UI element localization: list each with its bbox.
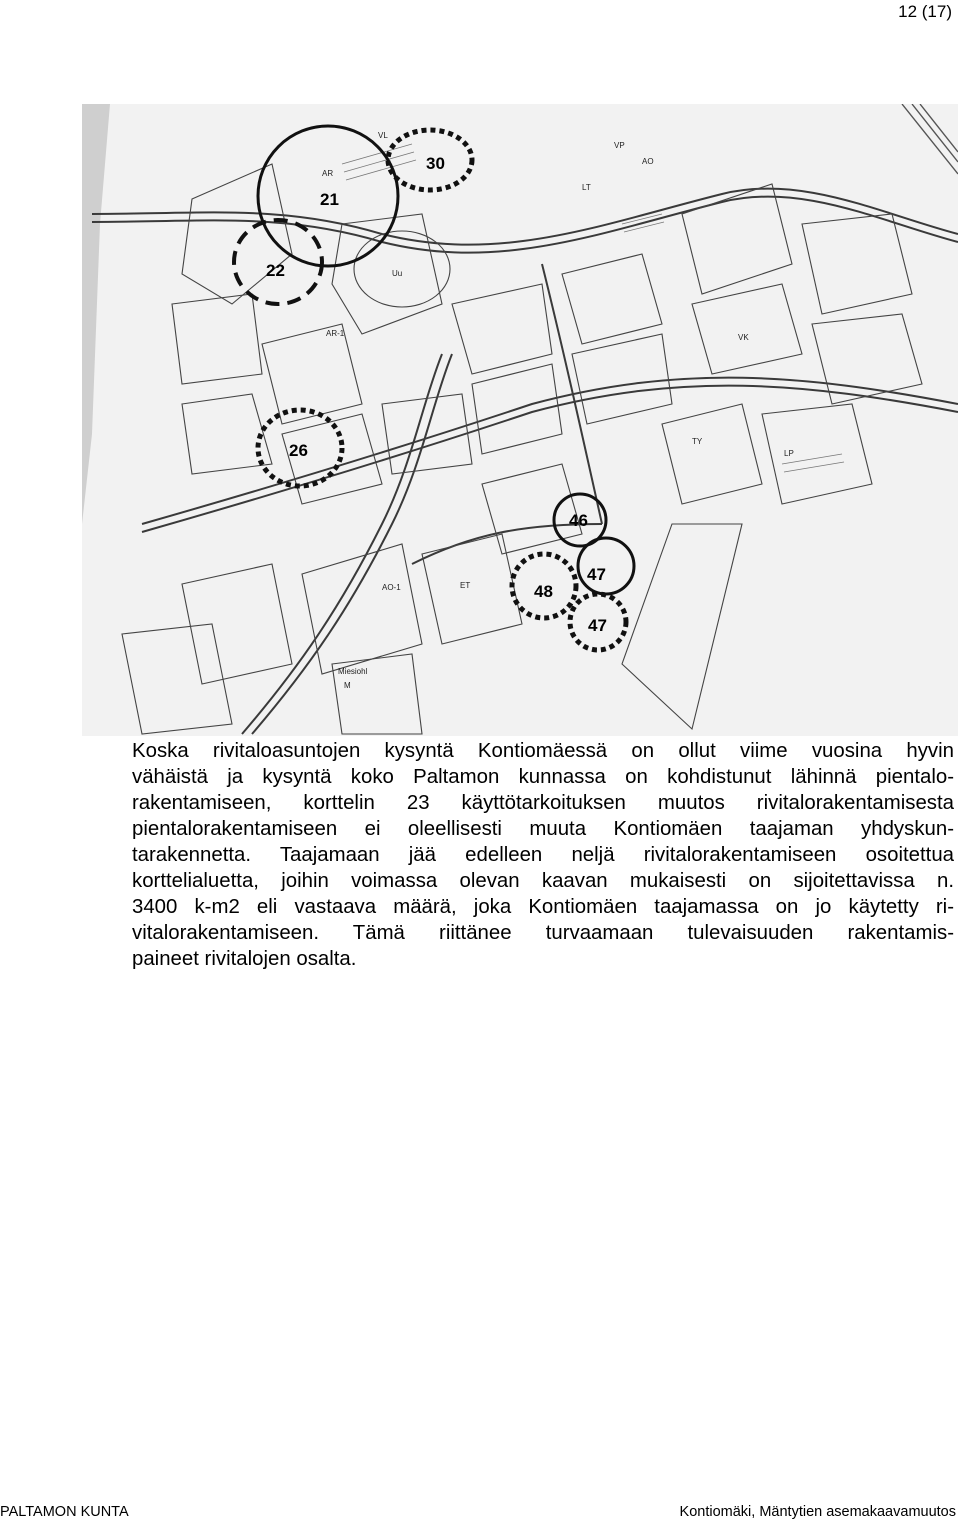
body-line: pientalorakentamiseen ei oleellisesti muuta Kontiomäen taajaman yhdyskun- — [132, 818, 954, 840]
svg-text:LT: LT — [582, 183, 591, 192]
svg-text:AO-1: AO-1 — [382, 583, 401, 592]
svg-text:LP: LP — [784, 449, 794, 458]
svg-text:21: 21 — [320, 190, 339, 209]
svg-text:26: 26 — [289, 441, 308, 460]
body-line: vitalorakentamiseen. Tämä riittänee turvaamaan tulevaisuuden rakentamis- — [132, 922, 954, 944]
svg-text:M: M — [344, 681, 351, 690]
body-line: vähäistä ja kysyntä koko Paltamon kunnassa on kohdistunut lähinnä pientalo- — [132, 766, 954, 788]
svg-text:TY: TY — [692, 437, 703, 446]
svg-text:AR-1: AR-1 — [326, 329, 345, 338]
svg-text:48: 48 — [534, 582, 553, 601]
page-number: 12 (17) — [898, 2, 952, 21]
body-line: 3400 k-m2 eli vastaava määrä, joka Kontiomäen taajamassa on jo käytetty ri- — [132, 896, 954, 918]
body-line: tarakennetta. Taajamaan jää edelleen neljä rivitalorakentamiseen osoitettua — [132, 844, 954, 866]
body-line: paineet rivitalojen osalta. — [132, 948, 357, 970]
body-paragraph — [132, 738, 954, 972]
body-line: korttelialuetta, joihin voimassa olevan kaavan mukaisesti on sijoitettavissa n. — [132, 870, 954, 892]
svg-text:46: 46 — [569, 511, 588, 530]
svg-text:ET: ET — [460, 581, 471, 590]
svg-text:47: 47 — [587, 565, 606, 584]
svg-text:VK: VK — [738, 333, 749, 342]
footer-document-title: Kontiomäki, Mäntytien asemakaavamuutos — [679, 1504, 956, 1520]
body-line: Koska rivitaloasuntojen kysyntä Kontiomäessä on ollut viime vuosina hyvin — [132, 740, 954, 762]
svg-text:VP: VP — [614, 141, 625, 150]
zoning-map — [82, 104, 958, 736]
svg-text:30: 30 — [426, 154, 445, 173]
svg-text:22: 22 — [266, 261, 285, 280]
svg-text:AR: AR — [322, 169, 334, 178]
place-name: Miesiohl — [338, 667, 368, 676]
footer-municipality: PALTAMON KUNTA — [0, 1504, 129, 1520]
svg-text:VL: VL — [378, 131, 388, 140]
body-line: rakentamiseen, korttelin 23 käyttötarkoituksen muutos rivitalorakentamisesta — [132, 792, 954, 814]
svg-text:Uu: Uu — [392, 269, 403, 278]
svg-text:47: 47 — [588, 616, 607, 635]
svg-text:AO: AO — [642, 157, 654, 166]
